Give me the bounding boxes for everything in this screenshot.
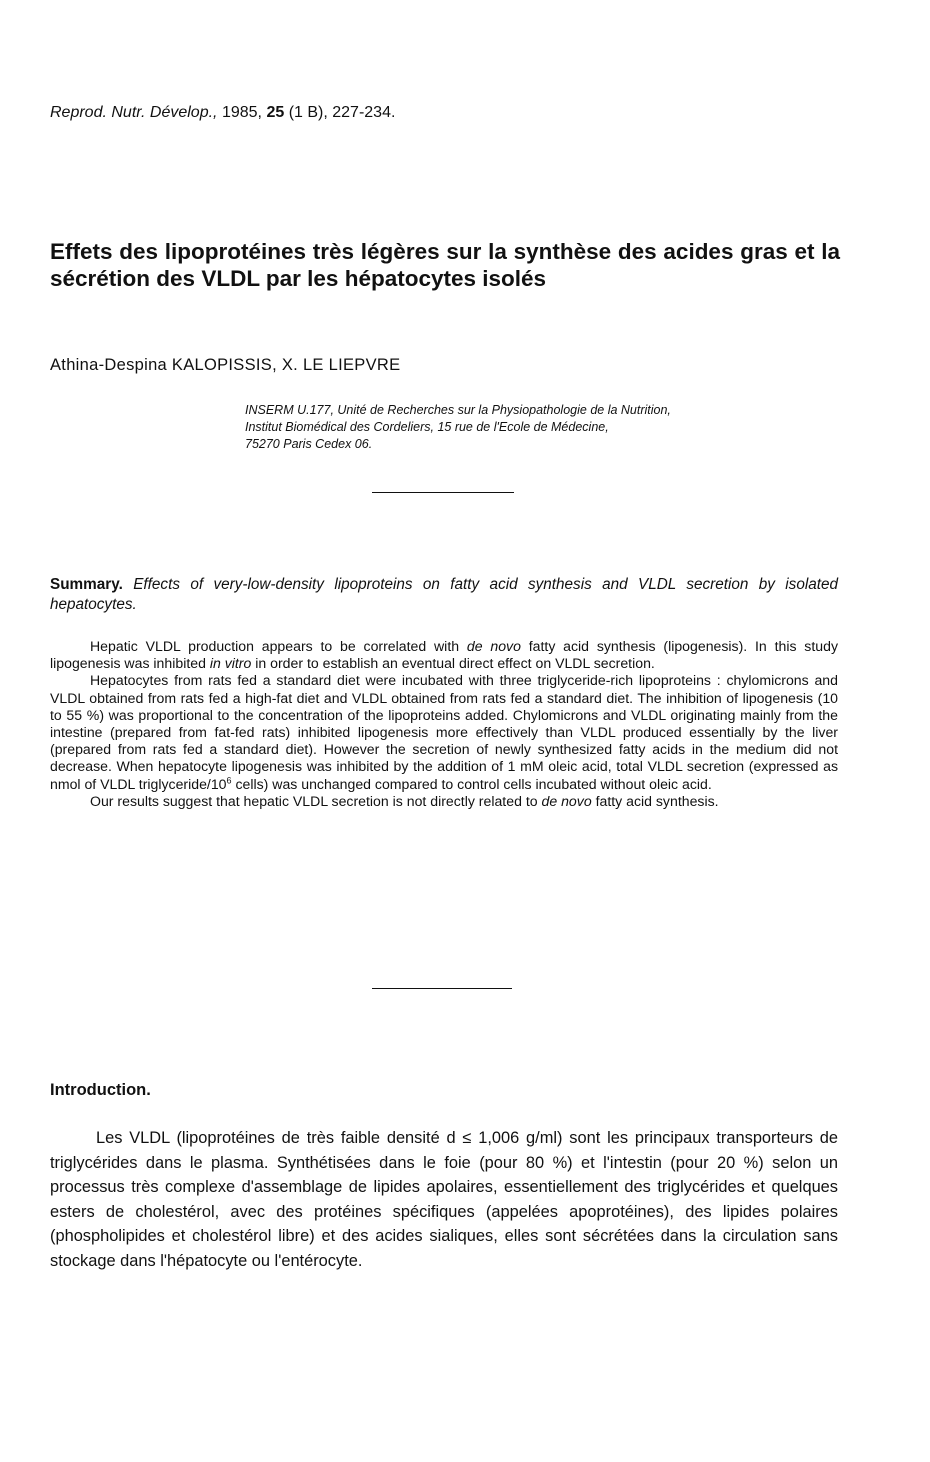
affiliation-line: INSERM U.177, Unité de Recherches sur la Physiopathologie de la Nutrition, [245, 403, 671, 417]
authors: Athina-Despina KALOPISSIS, X. LE LIEPVRE [50, 356, 401, 374]
superscript: 6 [226, 774, 232, 785]
summary-label: Summary. [50, 576, 123, 593]
summary-heading [50, 575, 838, 615]
text-run-italic: in vitro [209, 655, 252, 672]
text-run: cells) was unchanged compared to control cells incubated without oleic acid. [231, 775, 712, 792]
section-divider [372, 988, 512, 989]
text-run: fatty acid synthesis. [591, 792, 719, 809]
article-title: Effets des lipoprotéines très légères sur la synthèse des acides gras et la sécrétion des VLDL par les hépatocytes isolés [50, 239, 840, 291]
affiliation-line: Institut Biomédical des Cordeliers, 15 rue de l'Ecole de Médecine, [245, 420, 609, 434]
issue-pages: (1 B), 227-234. [288, 104, 396, 121]
text-run-italic: de novo [541, 792, 592, 809]
text-run: Hepatocytes from rats fed a standard diet were incubated with three triglyceride-rich lipoproteins : chylomicrons and VLDL obtained from rats fed a high-fat diet and VLDL obtained from rats fed a standard diet. The inhibition of lipogenesis (10 to 55 %) was proportional to the concentration of the lipoproteins added. Chylomicrons and VLDL originating mainly from the intestine (prepared from fat-fed rats) inhibited lipogenesis more effectively than VLDL produced essentially by the liver (prepared from rats fed a standard diet). However the secretion of newly synthesized fatty acids in the medium did not decrease. When hepatocyte lipogenesis was inhibited by the addition of 1 mM oleic acid, total VLDL secretion (expressed as nmol of VLDL triglyceride/10 [50, 672, 838, 792]
abstract-paragraph [50, 672, 838, 792]
text-run: fatty acid synthesis (lipogenesis). In this study lipogenesis was inhibited [50, 638, 838, 672]
text-run: Our results suggest that hepatic VLDL secretion is not directly related to [90, 792, 542, 809]
text-run-italic: de novo [466, 638, 521, 654]
text-run: Hepatic VLDL production appears to be correlated with [90, 638, 467, 654]
introduction-body [50, 1126, 838, 1273]
introduction-heading: Introduction. [50, 1081, 151, 1099]
section-divider [372, 492, 514, 493]
text-run: in order to establish an eventual direct effect on VLDL secretion. [251, 655, 655, 672]
summary-title: Effects of very-low-density lipoproteins on fatty acid synthesis and VLDL secretion by isolated hepatocytes. [50, 576, 839, 613]
abstract [50, 638, 838, 810]
abstract-paragraph [50, 793, 838, 810]
introduction-paragraph: Les VLDL (lipoprotéines de très faible densité d ≤ 1,006 g/ml) sont les principaux transporteurs de triglycérides dans le plasma. Synthétisées dans le foie (pour 80 %) et l'intestin (pour 20 %) selon un processus très complexe d'assemblage de lipides apolaires, essentiellement des triglycérides et quelques esters de cholestérol, avec des protéines spécifiques (appelées apoprotéines), des lipides polaires (phospholipides et cholestérol libre) et des acides sialiques, elles sont sécrétées dans la circulation sans stockage dans l'hépatocyte ou l'entérocyte. [50, 1129, 838, 1270]
affiliation-line: 75270 Paris Cedex 06. [245, 437, 373, 451]
publication-year: 1985, [221, 104, 262, 121]
journal-citation [50, 104, 395, 122]
volume-number: 25 [266, 104, 285, 121]
journal-name: Reprod. Nutr. Dévelop., [50, 104, 218, 121]
affiliation [245, 402, 845, 453]
abstract-paragraph [50, 638, 838, 672]
